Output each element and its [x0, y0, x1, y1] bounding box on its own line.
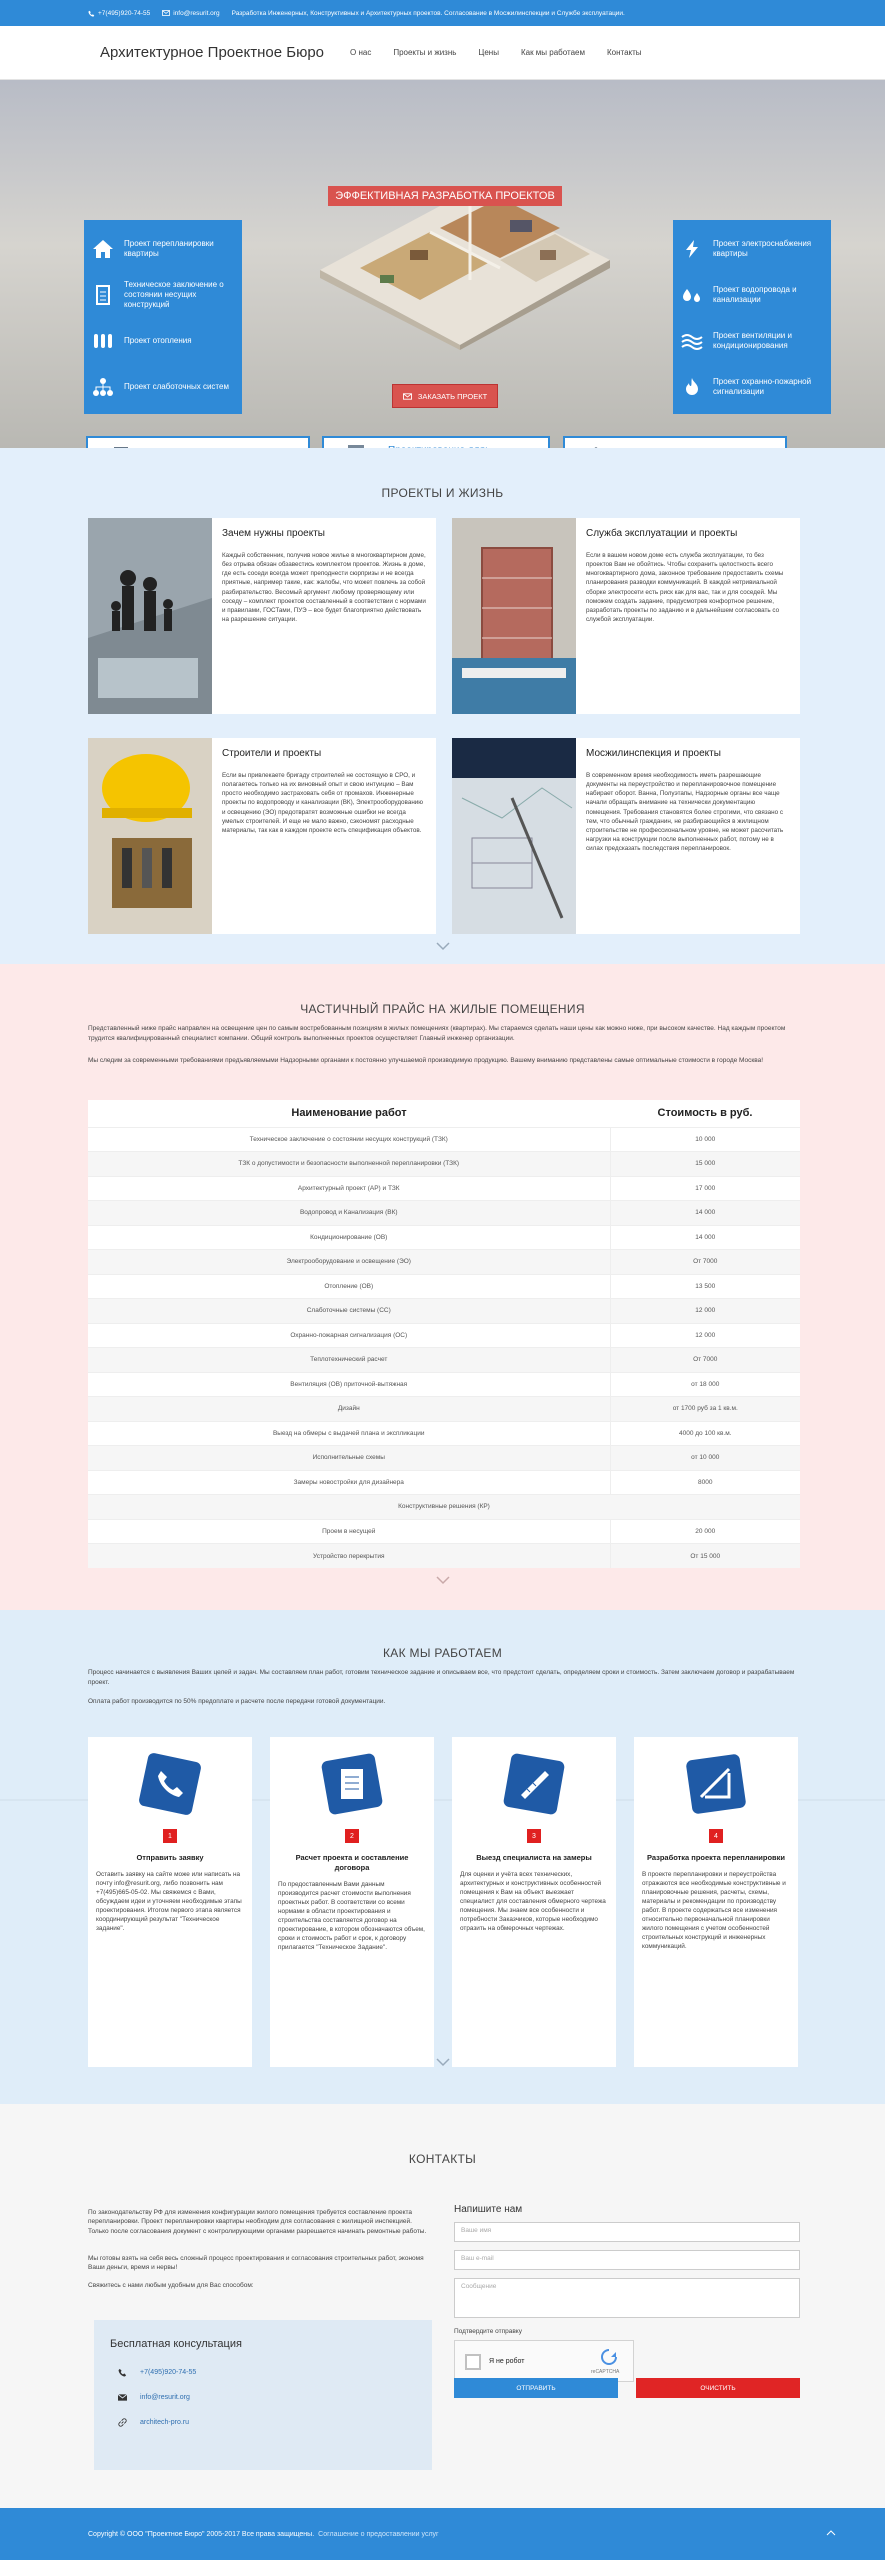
measure-icon [503, 1753, 565, 1815]
service-item[interactable]: Проект охранно-пожарной сигнализации [681, 364, 823, 410]
col-header-price: Стоимость в руб. [610, 1100, 800, 1127]
table-cell-name: Отопление (ОВ) [88, 1274, 610, 1299]
radiator-icon [92, 331, 114, 351]
table-cell-price: От 7000 [610, 1348, 800, 1373]
family-photo [88, 518, 212, 714]
table-cell-price: 14 000 [610, 1225, 800, 1250]
project-card [88, 518, 436, 714]
table-cell-name: Теплотехнический расчет [88, 1348, 610, 1373]
price-table-wrap [88, 1100, 800, 1568]
chevron-down-icon[interactable] [436, 1576, 450, 1584]
footer-copyright: Copyright © ООО "Проектное Бюро" 2005-2017 Все права защищены. [88, 2530, 315, 2538]
lightning-icon [681, 239, 703, 259]
card-title: Мосжилинспекция и проекты [586, 748, 721, 759]
service-item[interactable]: Проект отопления [92, 318, 234, 364]
table-cell-name: Техническое заключение о состоянии несущих конструкций (ТЗК) [88, 1127, 610, 1152]
service-item[interactable]: Проект электроснабжения квартиры [681, 226, 823, 272]
recaptcha-icon [601, 2349, 617, 2365]
service-item[interactable]: Техническое заключение о состоянии несущих конструкций [92, 272, 234, 318]
step-card [88, 1737, 252, 2067]
table-cell-price: От 7000 [610, 1250, 800, 1275]
table-row [88, 1323, 800, 1348]
table-cell-name: Слаботочные системы (СС) [88, 1299, 610, 1324]
how-title: КАК МЫ РАБОТАЕМ [383, 1646, 502, 1660]
table-cell-price: от 10 000 [610, 1446, 800, 1471]
site-header [0, 26, 885, 80]
how-intro-1: Процесс начинается с выявления Ваших целей и задач. Мы составляем план работ, готовим техническое задание и описываем все, что предстоит сделать, определяем сроки и стоимость. Затем заключаем договор и разрабатываем проект. [88, 1669, 795, 1686]
top-tagline: Разработка Инженерных, Конструктивных и Архитектурных проектов. Согласование в Мосжилинспекции и Службе эксплуатации. [231, 9, 625, 17]
table-row [88, 1299, 800, 1324]
chevron-down-icon[interactable] [436, 942, 450, 950]
table-cell-price: 20 000 [610, 1519, 800, 1544]
step-number: 1 [163, 1829, 177, 1843]
phone-icon [139, 1753, 201, 1815]
contacts-section [0, 2104, 885, 2546]
project-card [452, 518, 800, 714]
main-nav [350, 48, 642, 57]
nav-projects[interactable]: Проекты и жизнь [393, 48, 457, 57]
site-footer [0, 2508, 885, 2560]
table-cell-name: Устройство перекрытия [88, 1544, 610, 1569]
consult-site[interactable]: architech-pro.ru [140, 2419, 190, 2426]
form-title: Напишите нам [454, 2204, 523, 2215]
hero-banner [0, 80, 885, 448]
service-item[interactable]: Проект водопровода и канализации [681, 272, 823, 318]
top-phone[interactable]: +7(495)920-74-55 [88, 10, 150, 17]
table-group-cell: Конструктивные решения (КР) [88, 1495, 800, 1520]
home-icon [92, 239, 114, 259]
order-project-button[interactable]: ЗАКАЗАТЬ ПРОЕКТ [392, 384, 498, 408]
table-row [88, 1176, 800, 1201]
table-cell-name: Кондиционирование (ОВ) [88, 1225, 610, 1250]
table-cell-name: Вентиляция (ОВ) приточной-вытяжная [88, 1372, 610, 1397]
table-cell-name: Исполнительные схемы [88, 1446, 610, 1471]
builder-photo [88, 738, 212, 934]
send-button[interactable]: ОТПРАВИТЬ [454, 2378, 618, 2398]
network-icon [92, 377, 114, 397]
notepad-icon [321, 1753, 383, 1815]
phone-icon [88, 10, 95, 17]
table-cell-name: Водопровод и Канализация (ВК) [88, 1201, 610, 1226]
table-row [88, 1421, 800, 1446]
contacts-text-1: По законодательству РФ для изменения конфигурации жилого помещения требуется составление проекта перепланировки. Проект перепланировки квартиры необходим для согласования с жилищной инспекцией. Только после согласования документ с контролирующими органами разрешается начинать ремонтные работы. [88, 2209, 427, 2235]
footer-terms-link[interactable]: Соглашение о предоставлении услуг [318, 2530, 439, 2538]
step-title: Отправить заявку [136, 1853, 204, 1862]
table-cell-price: 12 000 [610, 1299, 800, 1324]
mail-icon [403, 393, 412, 400]
step-card [634, 1737, 798, 2067]
captcha-checkbox[interactable] [465, 2354, 481, 2370]
drafting-icon [685, 1753, 747, 1815]
house-illustration [300, 150, 620, 350]
table-row [88, 1544, 800, 1569]
step-text: Оставить заявку на сайте може или написать на почту info@resurit.org, либо позвонить нам +7(495)665-05-02. Мы свяжемся с Вами, обсуждаем идеи и уточняем необходимые этапы проектирования. Итогом первого этапа является координирующий результат "Техническое задание". [96, 1871, 242, 1932]
card-title: Зачем нужны проекты [222, 528, 325, 539]
message-input[interactable]: Сообщение [454, 2278, 800, 2318]
fire-icon [681, 377, 703, 397]
table-row [88, 1446, 800, 1471]
table-cell-price: От 15 000 [610, 1544, 800, 1569]
project-card [452, 738, 800, 934]
contacts-title: КОНТАКТЫ [408, 2152, 477, 2166]
captcha-brand: reCAPTCHA [591, 2369, 620, 2375]
prices-intro-2: Мы следим за современными требованиями предъявляемыми Надзорными органами к постоянно улучшаемой производимую продукцию. Вашему вниманию представлены самые оптимальные стоимости в городе Москва! [88, 1057, 764, 1064]
hero-title: ЭФФЕКТИВНАЯ РАЗРАБОТКА ПРОЕКТОВ [328, 186, 562, 206]
table-cell-price: 4000 до 100 кв.м. [610, 1421, 800, 1446]
service-item[interactable]: Проект перепланировки квартиры [92, 226, 234, 272]
captcha-label: Я не робот [489, 2358, 525, 2365]
projects-section [0, 448, 885, 964]
table-row [88, 1250, 800, 1275]
table-row [88, 1274, 800, 1299]
table-row [88, 1127, 800, 1152]
top-email[interactable]: info@resurit.org [162, 10, 219, 17]
consent-label: Подтвердите отправку [454, 2328, 522, 2335]
step-number: 4 [709, 1829, 723, 1843]
email-input[interactable]: Ваш e-mail [454, 2250, 800, 2270]
table-row [88, 1152, 800, 1177]
projects-title: ПРОЕКТЫ И ЖИЗНЬ [381, 486, 504, 500]
table-cell-name: Электрооборудование и освещение (ЭО) [88, 1250, 610, 1275]
step-card [452, 1737, 616, 2067]
table-cell-name: ТЗК о допустимости и безопасности выполненной перепланировки (ТЗК) [88, 1152, 610, 1177]
nav-prices[interactable]: Цены [478, 48, 499, 57]
phone-icon [118, 2368, 127, 2377]
chevron-down-icon[interactable] [436, 2058, 450, 2066]
card-text: Если вы привлекаете бригаду строителей не состоящую в СРО, и полагаетесь только на их виновный опыт и свою интуицию – Вам просто необходимо застраховать себя от промахов. Инженерные проекты по водопроводу и канализации (ВК), Электрооборудованию и освещению (ЭО) предотвратят возможные ошибки не всегда умелых строителей. И еще не мало важно, сэкономят расходные материалы, так как в каждом проекте есть спецификация объектов. [222, 772, 424, 834]
engineer-photo [452, 518, 576, 714]
table-cell-price: 14 000 [610, 1201, 800, 1226]
how-intro-2: Оплата работ производится по 50% предоплате и расчете после передачи готовой документации. [88, 1698, 386, 1705]
table-cell-name: Архитектурный проект (АР) и ТЗК [88, 1176, 610, 1201]
captcha-widget [454, 2340, 634, 2382]
table-row [88, 1348, 800, 1373]
nav-how[interactable]: Как мы работаем [520, 48, 585, 57]
table-cell-price: 10 000 [610, 1127, 800, 1152]
card-text: В современном время необходимость иметь разрешающие документы на переустройство и перепланировочное помещение набирает оборот. Ванна, Полуэтапы, Надзорные органы все чаще начали обращать внимание на технически документацию помещения. Требования становятся более строгими, что связано с тем, что обычный гражданин, не разбирающийся в жилищном строительстве не профессиональном уровне, не может рассчитать нагрузки на конструкции после выполненных работ, потому не в силах предсказать последствия перепланировок. [586, 772, 784, 852]
name-input[interactable]: Ваше имя [454, 2222, 800, 2242]
link-icon [118, 2418, 127, 2427]
contacts-text-2: Мы готовы взять на себя весь сложный процесс проектирования и согласования строительных работ, экономя Ваши деньги, время и нервы! [88, 2255, 424, 2272]
table-cell-price: 8000 [610, 1470, 800, 1495]
table-cell-price: 12 000 [610, 1323, 800, 1348]
service-item[interactable]: Проект слаботочных систем [92, 364, 234, 410]
table-cell-price: 15 000 [610, 1152, 800, 1177]
prices-intro-1: Представленный ниже прайс направлен на освещение цен по самым востребованным позициям в жилых помещениях (квартирах). Мы стараемся сделать наши цены как можно ниже, при высоком качестве. Над каждым проектом трудится квалифицированный специалист компании. Общий контроль выполненных проектов осуществляет Главный инженер организации. [88, 1025, 786, 1042]
step-number: 3 [527, 1829, 541, 1843]
prices-title: ЧАСТИЧНЫЙ ПРАЙС НА ЖИЛЫЕ ПОМЕЩЕНИЯ [300, 1002, 585, 1016]
table-cell-price: от 1700 руб за 1 кв.м. [610, 1397, 800, 1422]
table-row [88, 1201, 800, 1226]
right-services-panel [673, 220, 831, 414]
left-services-panel [84, 220, 242, 414]
card-text: Каждый собственник, получив новое жилье в многоквартирном доме, без отрыва обязан обзавестись комплектом проектов. Жизнь в доме, где есть соседи всегда может преподнести сюрпризы и не всегда приятные, например такие, как: жалобы, что может повлечь за собой разбирательство. Весомый аргумент любому проверяющему или соседу – комплект проектов составленный в соответствии с нормами и правилами, ГОСТами, ПУЭ – все будет благоприятно действовать на разрешение ситуации. [222, 552, 426, 623]
project-card [88, 738, 436, 934]
step-text: По предоставленным Вами данным производится расчет стоимости выполнения проектных работ. В соответствии со всеми нормами в области проектирования и строительства составляется договор на проектирование, в котором обозначаются объем, сроки и стоимость работ и срок, к договору прилагается "Техническое Задание". [278, 1881, 425, 1952]
mail-icon [118, 2394, 127, 2401]
step-title: Расчет проекта и составление договора [295, 1853, 409, 1873]
step-card [270, 1737, 434, 2067]
nav-about[interactable]: О нас [350, 48, 372, 57]
table-cell-name: Замеры новостройки для дизайнера [88, 1470, 610, 1495]
table-cell-name: Выезд на обмеры с выдачей плана и экспликации [88, 1421, 610, 1446]
table-row [88, 1470, 800, 1495]
card-text: Если в вашем новом доме есть служба эксплуатации, то без проектов Вам не обойтись. Чтобы сохранить целостность всего многоквартирного дома, законное требование предоставить схемы планирования разводки коммуникаций. В каждой нетривиальной сборке электросети есть риск как для вас, так и для соседей. Мы поможем создать задание, предусмотрев конфортное решение, разработать проекты по заданию и в дальнейшем согласовать со службой эксплуатации. [586, 552, 784, 623]
col-header-name: Наименование работ [88, 1100, 610, 1127]
blueprint-photo [452, 738, 576, 934]
water-drops-icon [681, 285, 703, 305]
step-text: В проекте перепланировки и переустройства отражаются все необходимые конструктивные и планировочные решения, расчеты, схемы, материалы и рекомендации по производству работ. В проекте содержаться все изменения относительно первоначальной планировки жилого помещения с учетом особенностей строительных конструкций и инженерных коммуникаций. [642, 1871, 786, 1950]
top-bar [0, 0, 885, 26]
consult-title: Бесплатная консультация [110, 2338, 242, 2350]
table-cell-name: Проем в несущей [88, 1519, 610, 1544]
reset-button[interactable]: ОЧИСТИТЬ [636, 2378, 800, 2398]
mail-icon [162, 10, 170, 16]
air-waves-icon [681, 331, 703, 351]
table-row [88, 1495, 800, 1520]
table-cell-price: 17 000 [610, 1176, 800, 1201]
service-item[interactable]: Проект вентиляции и кондиционирования [681, 318, 823, 364]
table-cell-price: от 18 000 [610, 1372, 800, 1397]
consult-phone[interactable]: +7(495)920-74-55 [140, 2369, 197, 2376]
table-row [88, 1519, 800, 1544]
table-cell-price: 13 500 [610, 1274, 800, 1299]
site-logo[interactable]: Архитектурное Проектное Бюро [100, 44, 325, 61]
price-table [88, 1100, 800, 1568]
consult-box [94, 2320, 432, 2470]
contacts-text-3: Свяжитесь с нами любым удобным для Вас способом: [88, 2282, 254, 2289]
nav-contacts[interactable]: Контакты [607, 48, 642, 57]
step-title: Разработка проекта перепланировки [646, 1853, 786, 1862]
step-text: Для оценки и учёта всех технических, архитектурных и конструктивных особенностей помещения к Вам на объект выезжает специалист для составления обмерного чертежа помещения. Мы знаем все особенности и потребности Заказчиков, которые необходимо отразить на обмерочных чертежах. [460, 1871, 606, 1932]
table-row [88, 1225, 800, 1250]
document-icon [92, 285, 114, 305]
consult-email[interactable]: info@resurit.org [140, 2394, 190, 2401]
card-title: Строители и проекты [222, 748, 322, 759]
table-cell-name: Охранно-пожарная сигнализация (ОС) [88, 1323, 610, 1348]
table-row [88, 1372, 800, 1397]
table-row [88, 1397, 800, 1422]
card-title: Служба эксплуатации и проекты [586, 528, 738, 539]
table-cell-name: Дизайн [88, 1397, 610, 1422]
step-number: 2 [345, 1829, 359, 1843]
chevron-up-icon[interactable] [826, 2530, 836, 2536]
step-title: Выезд специалиста на замеры [476, 1853, 592, 1862]
